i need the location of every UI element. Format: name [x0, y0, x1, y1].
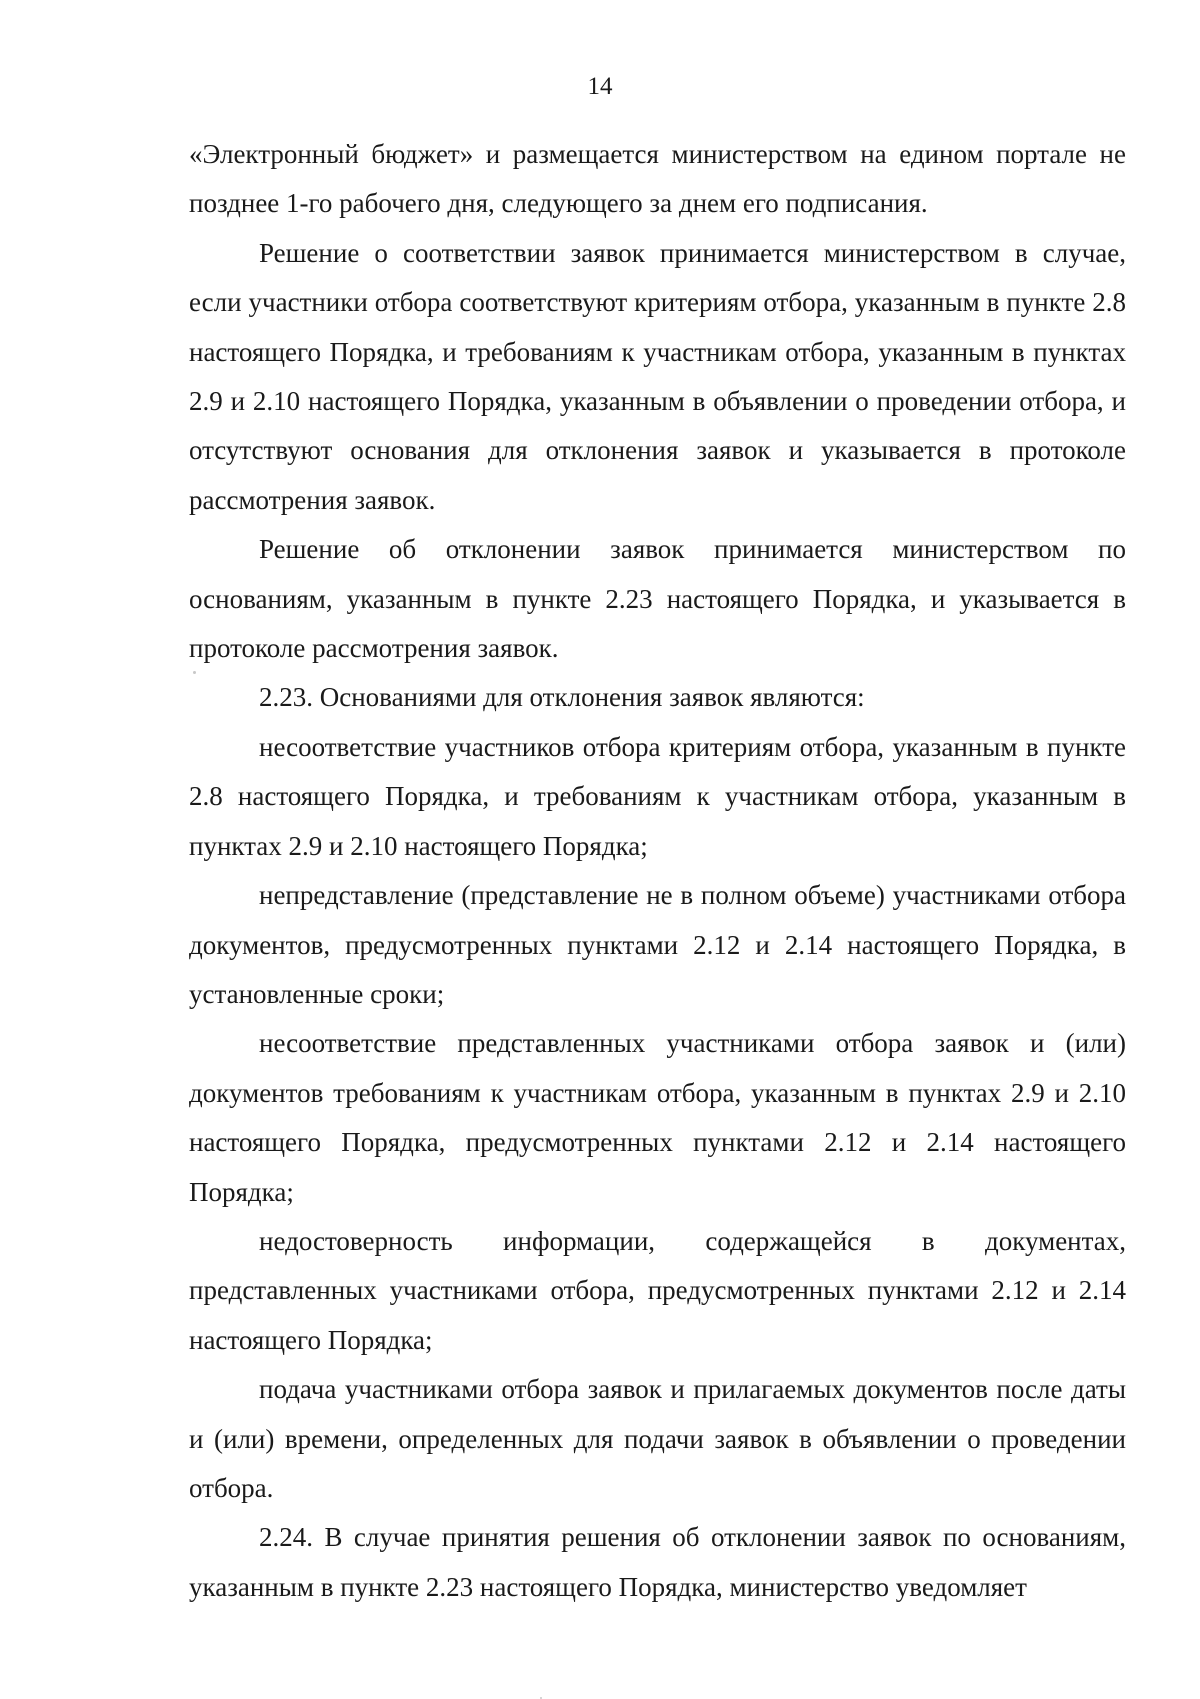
paragraph-continuation-electronic-budget: «Электронный бюджет» и размещается министерством на едином портале не позднее 1-го рабочего дня, следующего за днем его подписания.	[189, 139, 1126, 219]
paragraph-ground-late-submission: подача участниками отбора заявок и прилагаемых документов после даты и (или) времени, определенных для подачи заявок в объявлении о проведении отбора.	[189, 1374, 1126, 1503]
paragraph-ground-criteria-mismatch: несоответствие участников отбора критериям отбора, указанным в пункте 2.8 настоящего Порядка, и требованиям к участникам отбора, указанным в пунктах 2.9 и 2.10 настоящего Порядка;	[189, 731, 1126, 861]
paragraph-decision-rejection: Решение об отклонении заявок принимается министерством по основаниям, указанным в пункте 2.23 настоящего Порядка, и указывается в протоколе рассмотрения заявок.	[189, 534, 1126, 664]
scan-speck	[193, 671, 196, 674]
page-number: 14	[587, 73, 613, 100]
paragraph-2-24: 2.24. В случае принятия решения об отклонении заявок по основаниям, указанным в пункте 2.23 настоящего Порядка, министерство уведомляет	[189, 1522, 1126, 1602]
paragraph-2-23-heading: 2.23. Основаниями для отклонения заявок являются:	[259, 682, 865, 713]
paragraph-ground-requirements-mismatch: несоответствие представленных участниками отбора заявок и (или) документов требованиям к участникам отбора, указанным в пунктах 2.9 и 2.10 настоящего Порядка, предусмотренных пунктами 2.12 и 2.14 настоящего Порядка;	[189, 1028, 1126, 1207]
paragraph-ground-documents-missing: непредставление (представление не в полном объеме) участниками отбора документов, предусмотренных пунктами 2.12 и 2.14 настоящего Порядка, в установленные сроки;	[189, 880, 1126, 1009]
document-body	[189, 130, 1126, 1612]
paragraph-ground-unreliable-information: недостоверность информации, содержащейся в документах, представленных участниками отбора, предусмотренных пунктами 2.12 и 2.14 настоящего Порядка;	[189, 1225, 1126, 1355]
paragraph-decision-compliance: Решение о соответствии заявок принимается министерством в случае, если участники отбора соответствуют критериям отбора, указанным в пункте 2.8 настоящего Порядка, и требованиям к участникам отбора, указанным в пунктах 2.9 и 2.10 настоящего Порядка, указанным в объявлении о проведении отбора, и отсутствуют основания для отклонения заявок и указывается в протоколе рассмотрения заявок.	[189, 237, 1126, 515]
